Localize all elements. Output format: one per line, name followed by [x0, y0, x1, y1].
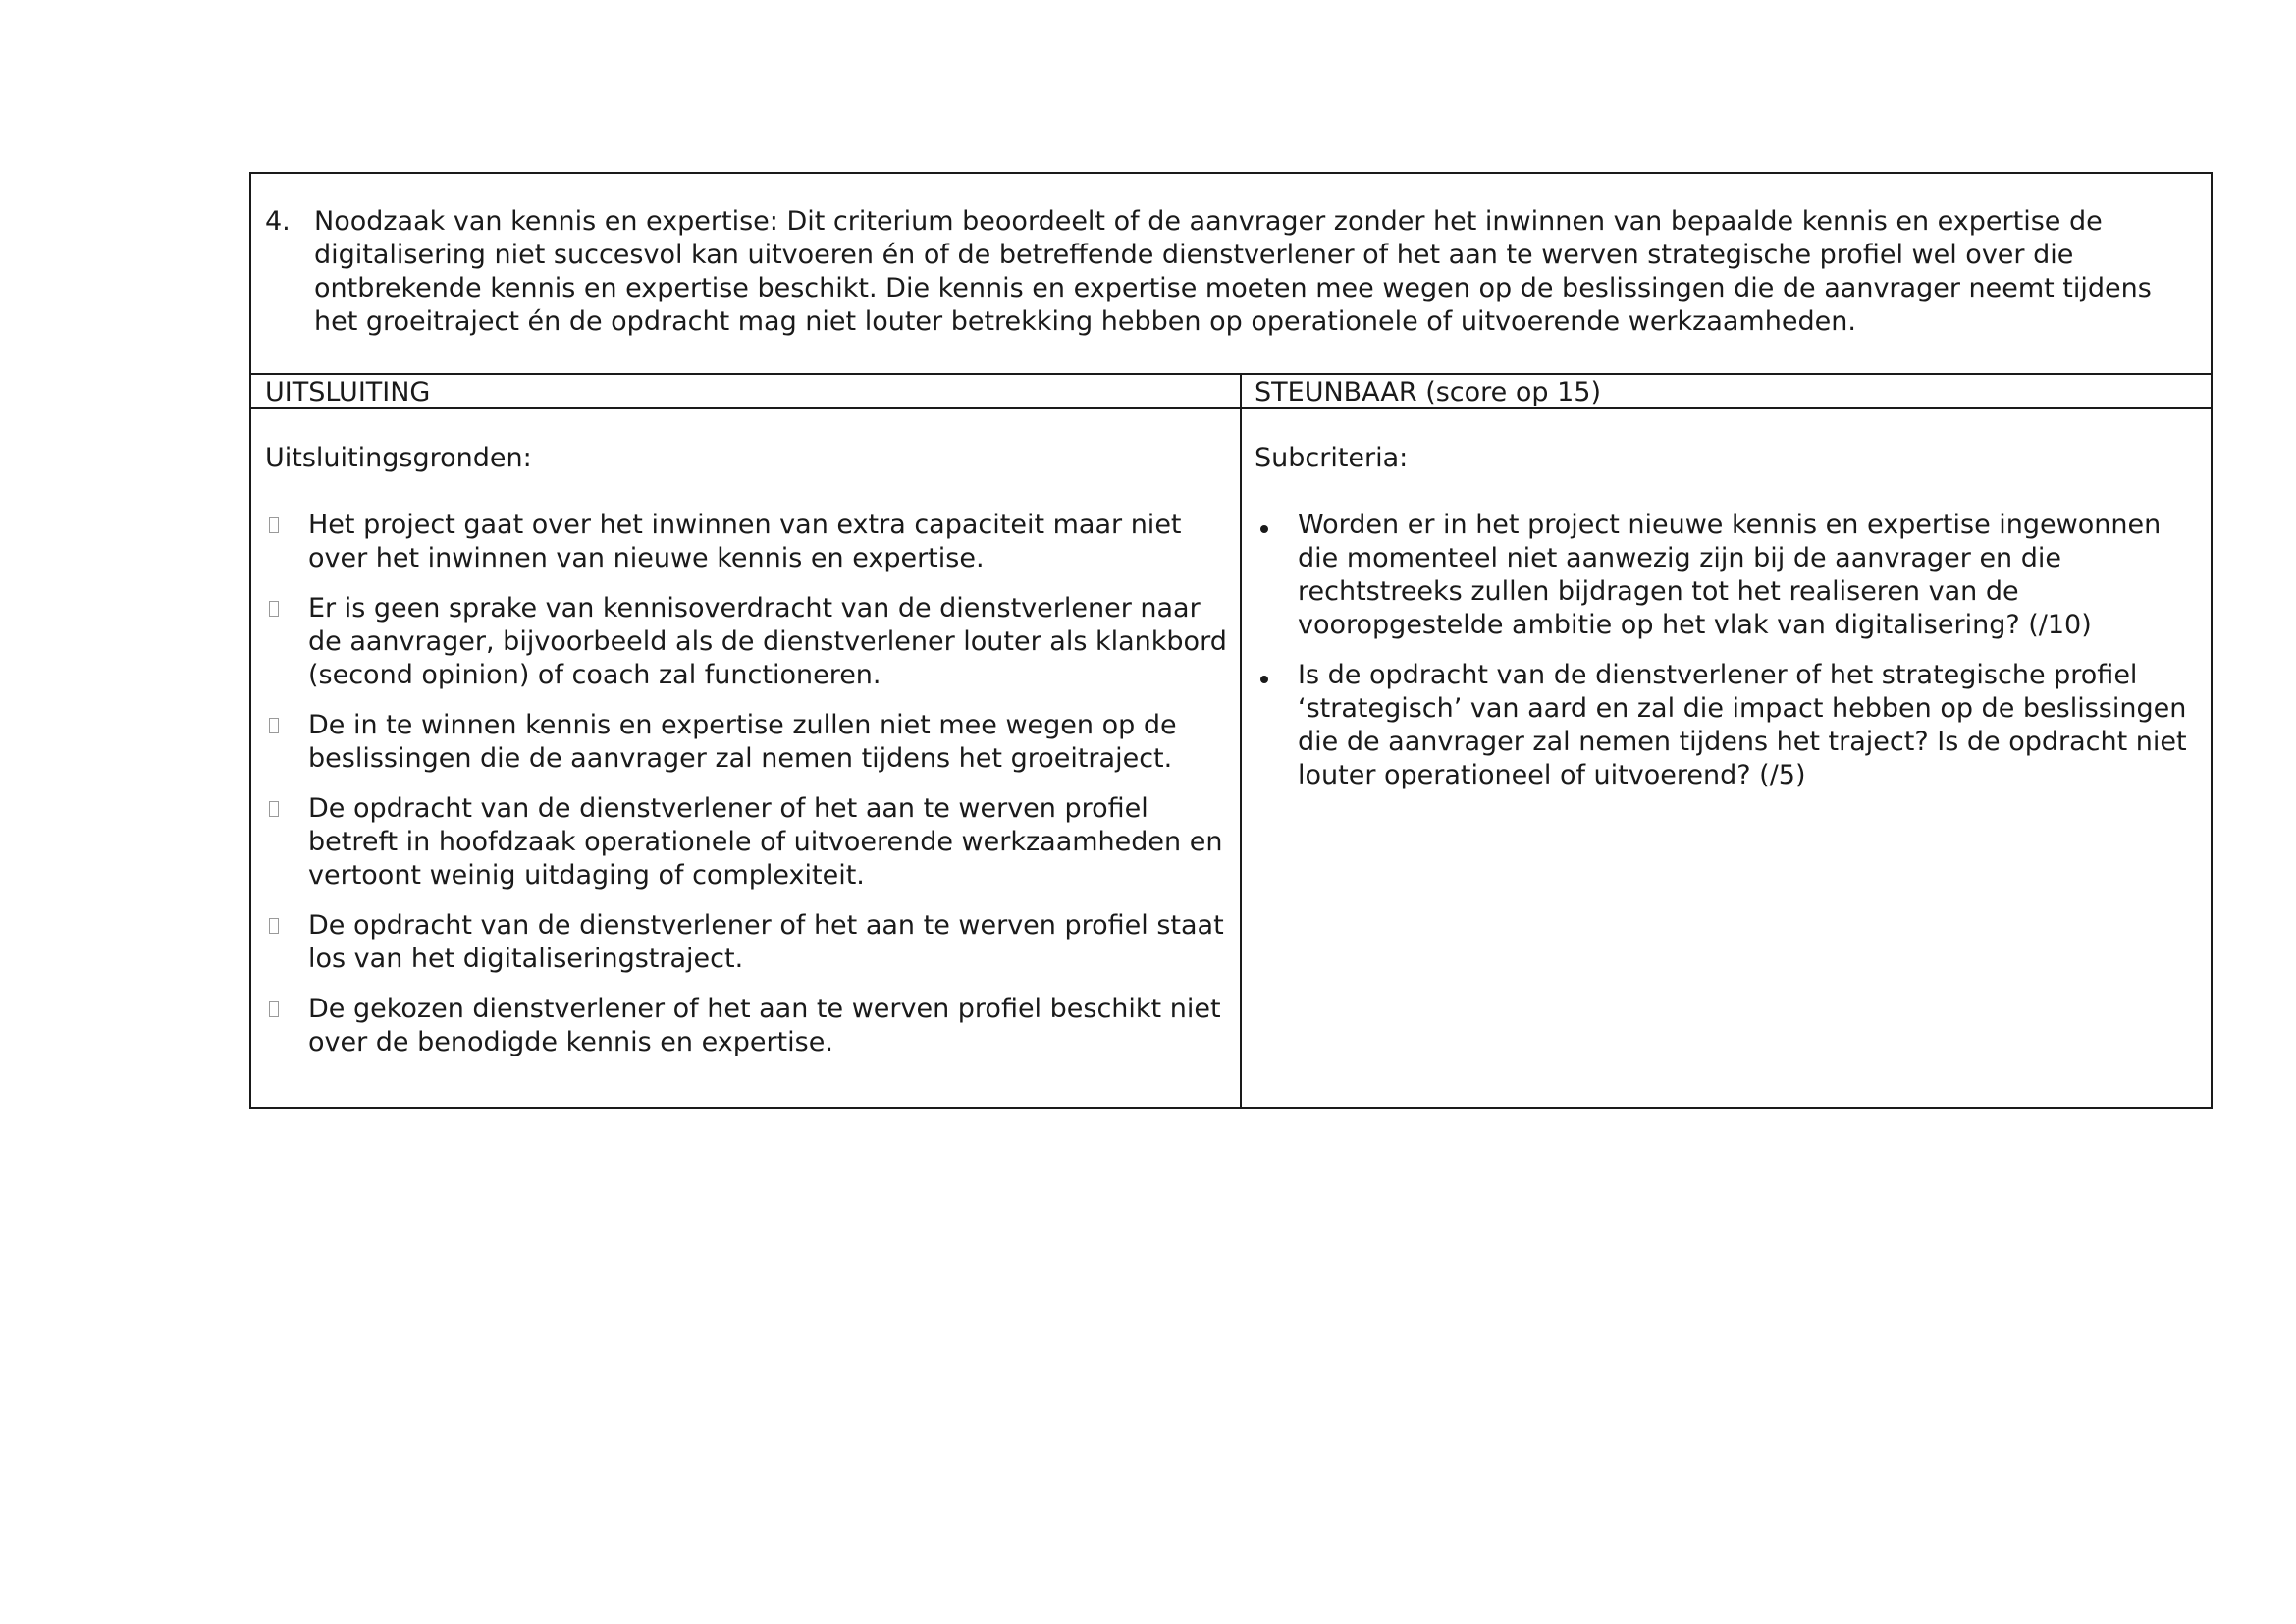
supportable-header: STEUNBAAR (score op 15)	[1255, 377, 1602, 407]
list-item: Er is geen sprake van kennisoverdracht van de dienstverlener naar de aanvrager, bijvoorbeeld als de dienstverlener louter als klankbord (second opinion) of coach zal functioneren.	[265, 592, 1232, 692]
criterion-intro	[265, 205, 2189, 339]
list-item: Het project gaat over het inwinnen van extra capaciteit maar niet over het inwinnen van nieuwe kennis en expertise.	[265, 509, 1232, 575]
supportable-list	[1255, 509, 2202, 809]
list-item: Worden er in het project nieuwe kennis en expertise ingewonnen die momenteel niet aanwezig zijn bij de aanvrager en die rechtstreeks zullen bijdragen tot het realiseren van de vooropgestelde ambitie op het vlak van digitalisering? (/10)	[1255, 509, 2202, 642]
exclusion-subheader: Uitsluitingsgronden:	[265, 443, 532, 473]
list-item: De in te winnen kennis en expertise zullen niet mee wegen op de beslissingen die de aanvrager zal nemen tijdens het groeitraject.	[265, 709, 1232, 776]
supportable-subheader: Subcriteria:	[1255, 443, 1409, 473]
list-item: De opdracht van de dienstverlener of het aan te werven profiel betreft in hoofdzaak operationele of uitvoerende werkzaamheden en vertoont weinig uitdaging of complexiteit.	[265, 792, 1232, 893]
list-item: Is de opdracht van de dienstverlener of het strategische profiel ‘strategisch’ van aard en zal die impact hebben op de beslissingen die de aanvrager zal nemen tijdens het traject? Is de opdracht niet louter operationeel of uitvoerend? (/5)	[1255, 659, 2202, 792]
bullet-icon	[1260, 676, 1268, 683]
criterion-text: Noodzaak van kennis en expertise: Dit criterium beoordeelt of de aanvrager zonder het inwinnen van bepaalde kennis en expertise de digitalisering niet succesvol kan uitvoeren én of de betreffende dienstverlener of het aan te werven strategische profiel wel over die ontbrekende kennis en expertise beschikt. Die kennis en expertise moeten mee wegen op de beslissingen die de aanvrager neemt tijdens het groeitraject én de opdracht mag niet louter betrekking hebben op operationele of uitvoerende werkzaamheden.	[314, 206, 2152, 337]
exclusion-header: UITSLUITING	[265, 377, 431, 407]
criterion-number: 4.	[265, 206, 291, 237]
checkbox-icon	[269, 517, 279, 533]
checkbox-icon	[269, 801, 279, 817]
exclusion-list	[265, 509, 1232, 1076]
checkbox-icon	[269, 918, 279, 934]
checkbox-icon	[269, 718, 279, 733]
checkbox-icon	[269, 601, 279, 617]
checkbox-icon	[269, 1001, 279, 1017]
table-divider-top	[251, 373, 2211, 375]
table-divider-header	[251, 407, 2211, 409]
bullet-icon	[1260, 525, 1268, 533]
table-column-divider	[1240, 373, 1242, 1109]
list-item: De gekozen dienstverlener of het aan te werven profiel beschikt niet over de benodigde kennis en expertise.	[265, 993, 1232, 1059]
list-item: De opdracht van de dienstverlener of het aan te werven profiel staat los van het digitaliseringstraject.	[265, 909, 1232, 976]
criterion-table	[249, 172, 2213, 1109]
